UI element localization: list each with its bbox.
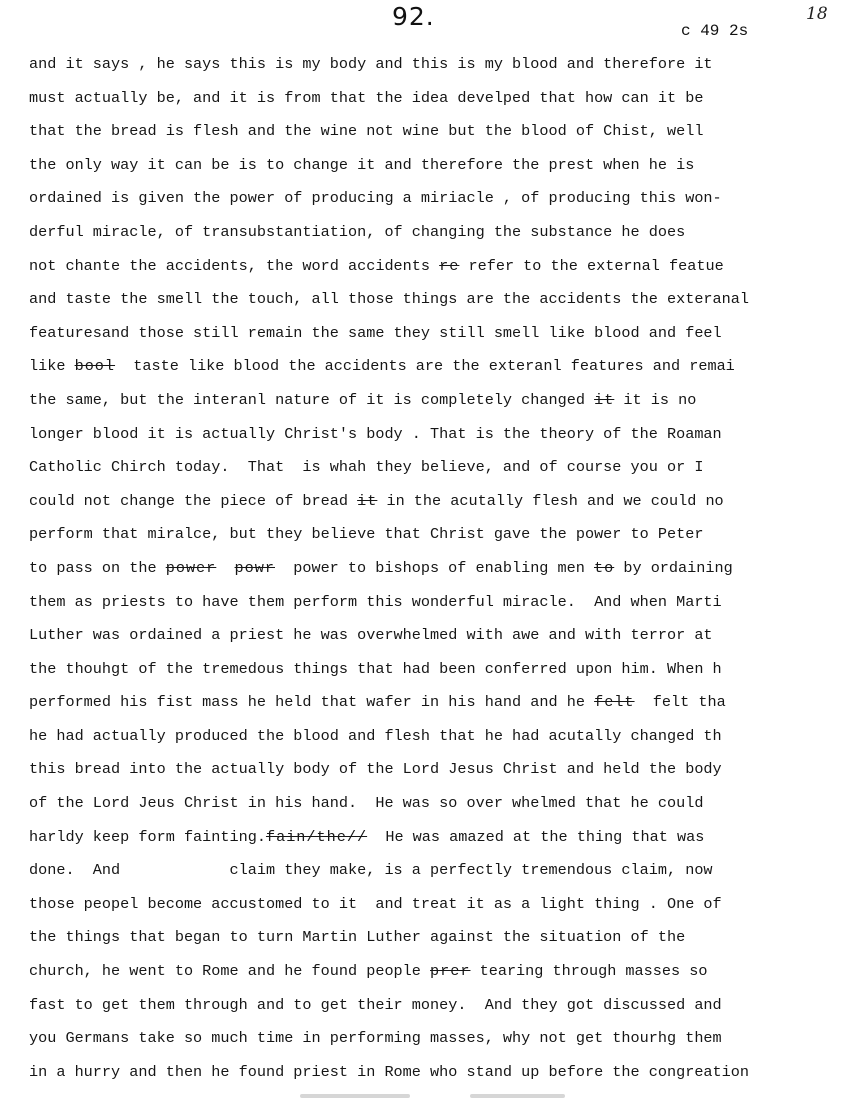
text-line <box>29 555 829 589</box>
text-line <box>29 387 829 421</box>
text-line <box>29 1059 829 1093</box>
text-segment: could not change the piece of bread <box>29 491 358 510</box>
text-segment: by ordaining <box>614 558 733 577</box>
text-segment: felt tha <box>634 693 726 712</box>
struck-out-text: prer <box>430 962 471 981</box>
text-line <box>29 723 829 757</box>
text-segment: tearing through masses so <box>470 962 708 981</box>
text-line <box>29 320 829 354</box>
text-line <box>29 521 829 555</box>
struck-out-text: to <box>594 558 615 577</box>
text-segment: in a hurry and then he found priest in Rome who stand up before the congreation <box>29 1062 750 1081</box>
struck-out-text: felt <box>594 693 635 712</box>
text-line <box>29 1025 829 1059</box>
text-segment: ordained is given the power of producing a miriacle , of producing this won- <box>29 189 722 208</box>
text-segment: featuresand those still remain the same they still smell like blood and feel <box>29 323 722 342</box>
text-segment: refer to the external featue <box>459 256 724 275</box>
text-line <box>29 824 829 858</box>
text-line <box>29 656 829 690</box>
text-segment: he had actually produced the blood and flesh that he had acutally changed th <box>29 726 722 745</box>
text-line <box>29 185 829 219</box>
struck-out-text: powr <box>234 558 275 577</box>
text-segment: those peopel become accustomed to it and treat it as a light thing . One of <box>29 894 722 913</box>
text-line <box>29 286 829 320</box>
text-segment: power to bishops of enabling men <box>275 558 594 577</box>
text-line <box>29 924 829 958</box>
text-line <box>29 219 829 253</box>
text-line <box>29 488 829 522</box>
text-segment: derful miracle, of transubstantiation, of changing the substance he does <box>29 222 686 241</box>
text-line <box>29 421 829 455</box>
text-segment: longer blood it is actually Christ's body . That is the theory of the Roaman <box>29 424 722 443</box>
text-segment: and it says , he says this is my body and this is my blood and therefore it <box>29 55 713 73</box>
text-segment <box>216 559 234 577</box>
text-line <box>29 622 829 656</box>
struck-out-text: power <box>165 558 217 577</box>
text-line <box>29 85 829 119</box>
folio-number: 18 <box>806 4 828 24</box>
text-segment: the only way it can be is to change it and therefore the prest when he is <box>29 155 695 174</box>
text-segment: performed his fist mass he held that wafer in his hand and he <box>29 693 595 712</box>
text-segment: Luther was ordained a priest he was overwhelmed with awe and with terror at <box>29 626 713 645</box>
struck-out-text: it <box>357 491 378 510</box>
struck-out-text: it <box>594 390 615 409</box>
typed-body-text <box>29 51 829 1092</box>
struck-out-text: bool <box>74 357 116 376</box>
text-segment: that the bread is flesh and the wine not wine but the blood of Chist, well <box>29 122 704 141</box>
text-line <box>29 589 829 623</box>
text-segment: the thouhgt of the tremedous things that had been conferred upon him. When h <box>29 659 722 678</box>
text-segment: in the acutally flesh and we could no <box>377 491 724 510</box>
text-line <box>29 51 829 85</box>
text-segment: them as priests to have them perform this wonderful miracle. And when Marti <box>29 592 722 611</box>
text-line <box>29 756 829 790</box>
text-segment: taste like blood the accidents are the exteranl features and remai <box>115 357 735 376</box>
text-segment: you Germans take so much time in performing masses, why not get thourhg them <box>29 1029 722 1048</box>
struck-out-text: re <box>439 256 460 275</box>
text-segment: fast to get them through and to get their money. And they got discussed and <box>29 995 722 1014</box>
document-code: c 49 2s <box>681 22 749 40</box>
text-segment: not chante the accidents, the word accidents <box>29 256 440 275</box>
text-segment: like <box>29 357 75 376</box>
text-segment: the things that began to turn Martin Luther against the situation of the <box>29 928 686 947</box>
text-line <box>29 992 829 1026</box>
text-segment: harldy keep form fainting. <box>29 827 266 846</box>
text-line <box>29 790 829 824</box>
text-segment: Catholic Chirch today. That is whah they believe, and of course you or I <box>29 458 704 477</box>
text-segment: must actually be, and it is from that the idea develped that how can it be <box>29 88 704 107</box>
text-line <box>29 891 829 925</box>
text-segment: it is no <box>614 390 697 409</box>
scan-artifact <box>470 1094 565 1098</box>
text-segment: and taste the smell the touch, all those things are the accidents the exteranal <box>29 290 750 309</box>
text-line <box>29 353 829 387</box>
text-segment: done. And claim they make, is a perfectly tremendous claim, now <box>29 861 713 880</box>
page-number: 92. <box>392 2 435 31</box>
text-line <box>29 253 829 287</box>
text-line <box>29 689 829 723</box>
text-line <box>29 118 829 152</box>
text-segment: He was amazed at the thing that was <box>367 827 705 846</box>
text-line <box>29 857 829 891</box>
text-segment: church, he went to Rome and he found people <box>29 962 431 981</box>
text-segment: of the Lord Jeus Christ in his hand. He was so over whelmed that he could <box>29 794 704 813</box>
scan-artifact <box>300 1094 410 1098</box>
text-line <box>29 454 829 488</box>
struck-out-text: fain/the// <box>265 827 368 846</box>
text-line <box>29 152 829 186</box>
text-line <box>29 958 829 992</box>
text-segment: the same, but the interanl nature of it is completely changed <box>29 390 595 409</box>
text-segment: to pass on the <box>29 558 166 577</box>
text-segment: perform that miralce, but they believe that Christ gave the power to Peter <box>29 525 704 544</box>
text-segment: this bread into the actually body of the Lord Jesus Christ and held the body <box>29 760 722 779</box>
